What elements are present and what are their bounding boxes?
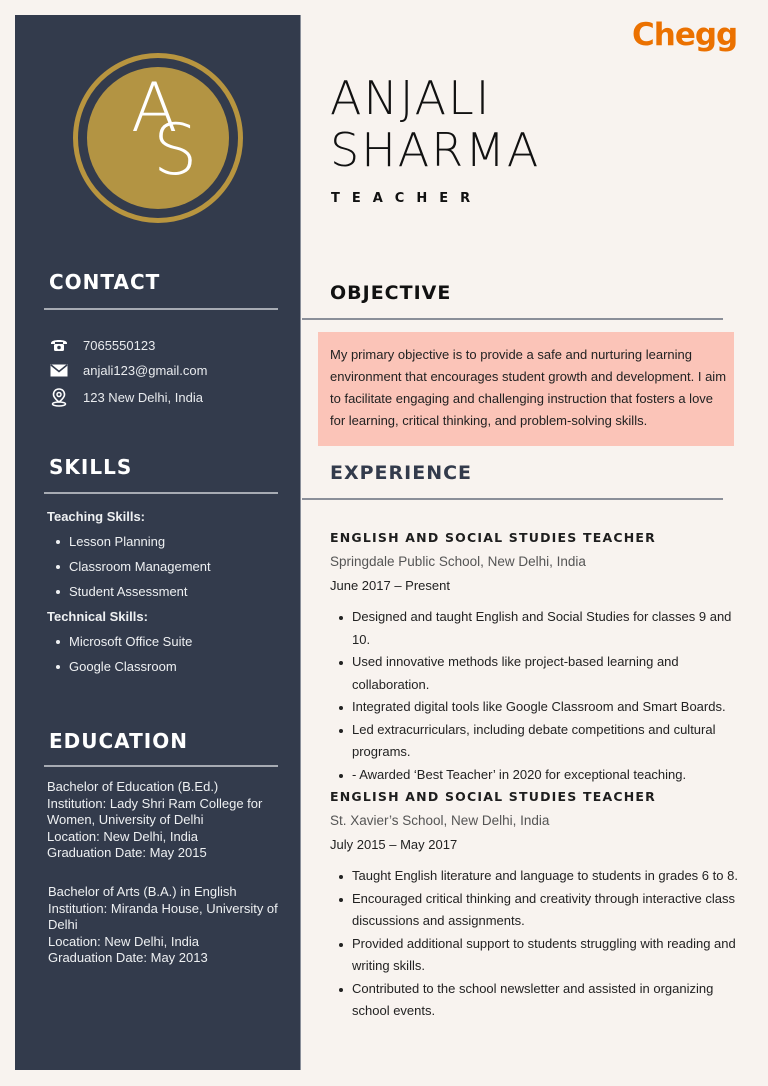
list-item: Contributed to the school newsletter and assisted in organizing school events. (330, 978, 725, 1023)
employer: St. Xavier’s School, New Delhi, India (330, 813, 550, 828)
education-entry (47, 779, 287, 862)
job-title: TEACHER (331, 191, 483, 206)
location: Location: New Delhi, India (47, 828, 199, 844)
responsibilities-list (330, 606, 750, 786)
objective-heading: OBJECTIVE (330, 282, 452, 304)
skill-category-technical: Technical Skills: (47, 609, 148, 624)
candidate-name (330, 72, 540, 176)
graduation-date: Graduation Date: May 2013 (48, 950, 208, 965)
position-title: ENGLISH AND SOCIAL STUDIES TEACHER (330, 789, 656, 804)
location: Location: New Delhi, India (48, 933, 200, 949)
skill-item: Microsoft Office Suite (47, 633, 287, 658)
skill-item: Student Assessment (47, 583, 287, 608)
chegg-logo[interactable]: Chegg (632, 17, 738, 53)
monogram-badge (73, 53, 243, 223)
monogram-letter-s: S (153, 109, 198, 191)
contact-location (49, 388, 203, 406)
education-heading: EDUCATION (49, 729, 188, 753)
education-divider (44, 765, 278, 767)
responsibilities-list (330, 865, 750, 1023)
experience-heading: EXPERIENCE (330, 462, 473, 484)
address: 123 New Delhi, India (83, 389, 203, 405)
skill-item: Classroom Management (47, 558, 287, 583)
skill-category-teaching: Teaching Skills: (47, 509, 146, 524)
email-address[interactable]: anjali123@gmail.com (83, 362, 208, 378)
experience-entry (330, 530, 750, 786)
phone-number: 7065550123 (83, 337, 156, 353)
list-item: Taught English literature and language to students in grades 6 to 8. (330, 865, 750, 888)
objective-text: My primary objective is to provide a safe and nurturing learning environment that encourages student growth and development. I aim to facilitate engaging and challenging instruction that fosters a love for learning, critical thinking, and problem-solving skills. (318, 332, 734, 446)
contact-phone (49, 336, 155, 354)
list-item: Designed and taught English and Social Studies for classes 9 and 10. (330, 606, 750, 651)
employer: Springdale Public School, New Delhi, India (330, 554, 586, 569)
location-pin-icon (49, 388, 69, 406)
institution: Institution: Miranda House, University of Delhi (48, 900, 278, 932)
objective-divider (302, 318, 723, 320)
employment-dates: July 2015 – May 2017 (330, 837, 458, 852)
employment-dates: June 2017 – Present (330, 578, 450, 593)
experience-entry (330, 789, 750, 1023)
skill-item: Lesson Planning (47, 533, 287, 558)
list-item: - Awarded ‘Best Teacher’ in 2020 for exceptional teaching. (330, 764, 750, 787)
skill-item: Google Classroom (47, 658, 287, 683)
monogram-letter-a: A (131, 69, 178, 148)
degree: Bachelor of Arts (B.A.) in English (48, 884, 237, 899)
skills-divider (44, 492, 278, 494)
phone-icon (49, 336, 69, 354)
skills-list (47, 508, 287, 683)
skills-heading: SKILLS (49, 455, 133, 479)
education-entry (48, 884, 288, 967)
last-name: SHARMA (330, 123, 541, 177)
contact-email (49, 361, 207, 379)
list-item: Encouraged critical thinking and creativity through interactive class discussions and assignments. (330, 888, 740, 933)
contact-heading: CONTACT (49, 270, 161, 294)
monogram-circle (87, 67, 229, 209)
list-item: Integrated digital tools like Google Classroom and Smart Boards. (330, 696, 750, 719)
list-item: Provided additional support to students struggling with reading and writing skills. (330, 933, 740, 978)
contact-divider (44, 308, 278, 310)
institution: Institution: Lady Shri Ram College for Women, University of Delhi (47, 795, 263, 827)
list-item: Used innovative methods like project-based learning and collaboration. (330, 651, 690, 696)
graduation-date: Graduation Date: May 2015 (47, 845, 207, 860)
list-item: Led extracurriculars, including debate competitions and cultural programs. (330, 719, 730, 764)
email-icon (49, 361, 69, 379)
experience-divider (302, 498, 723, 500)
degree: Bachelor of Education (B.Ed.) (47, 779, 219, 794)
first-name: ANJALI (330, 71, 492, 125)
position-title: ENGLISH AND SOCIAL STUDIES TEACHER (330, 530, 656, 545)
